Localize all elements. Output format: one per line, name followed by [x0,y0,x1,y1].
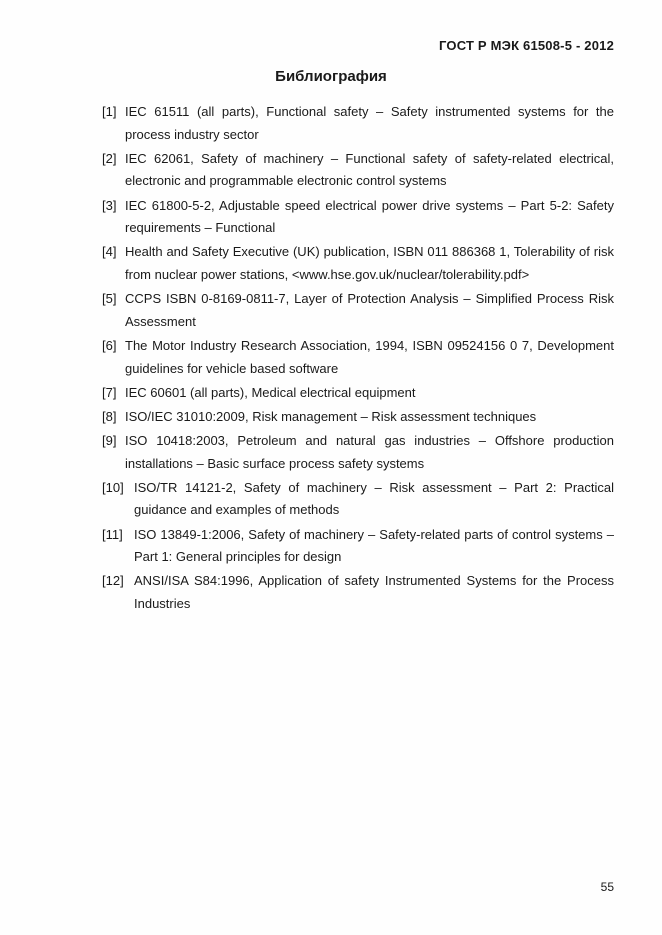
reference-number: [1] [102,104,117,119]
reference-text: ISO/TR 14121-2, Safety of machinery – Risk assessment – Part 2: Practical guidance and examples of methods [134,479,614,518]
reference-number: [11] [102,526,123,542]
reference-item [102,430,614,475]
reference-item [102,524,614,569]
standard-designation: ГОСТ Р МЭК 61508-5 - 2012 [438,38,614,53]
reference-item [102,570,614,615]
reference-item [102,335,614,380]
reference-number: [9] [102,433,117,449]
reference-text: Health and Safety Executive (UK) publication, ISBN 011 886368 1, Tolerability of risk from nuclear power stations, <www.hse.gov.uk/nuclear/tolerability.pdf> [125,244,614,282]
reference-item [102,148,614,193]
reference-item [102,101,614,146]
reference-number: [10] [102,479,124,495]
reference-item [102,477,614,522]
reference-text: IEC 60601 (all parts), Medical electrical equipment [125,384,416,400]
bibliography-list [102,101,614,617]
reference-item [102,288,614,333]
reference-text: ISO 10418:2003, Petroleum and natural gas industries – Offshore production installations – Basic surface process safety systems [125,433,614,471]
reference-text: ANSI/ISA S84:1996, Application of safety Instrumented Systems for the Process Industries [134,573,614,611]
reference-text: The Motor Industry Research Association, 1994, ISBN 09524156 0 7, Development guidelines for vehicle based software [125,337,614,376]
page-number: 55 [600,880,614,894]
reference-number: [3] [102,197,117,213]
reference-number: [5] [102,291,117,307]
reference-number: [2] [102,150,117,166]
reference-text: CCPS ISBN 0-8169-0811-7, Layer of Protection Analysis – Simplified Process Risk Assessment [125,291,614,329]
reference-item [102,241,614,286]
section-title: Библиография [275,68,387,85]
reference-number: [8] [102,408,117,424]
reference-item [102,382,614,405]
reference-text: ISO/IEC 31010:2009, Risk management – Risk assessment techniques [125,408,537,424]
reference-number: [12] [102,573,124,589]
reference-number: [6] [102,337,117,353]
reference-text: IEC 61800-5-2, Adjustable speed electrical power drive systems – Part 5-2: Safety requirements – Functional [125,197,614,236]
reference-text: ISO 13849-1:2006, Safety of machinery – Safety-related parts of control systems – Part 1: General principles for design [134,526,614,565]
reference-number: [7] [102,384,117,400]
reference-item [102,195,614,240]
reference-number: [4] [102,244,117,260]
reference-text: IEC 62061, Safety of machinery – Functional safety of safety-related electrical, electronic and programmable electronic control systems [125,150,614,189]
reference-item [102,406,614,429]
reference-text: IEC 61511 (all parts), Functional safety – Safety instrumented systems for the process industry sector [125,104,614,142]
